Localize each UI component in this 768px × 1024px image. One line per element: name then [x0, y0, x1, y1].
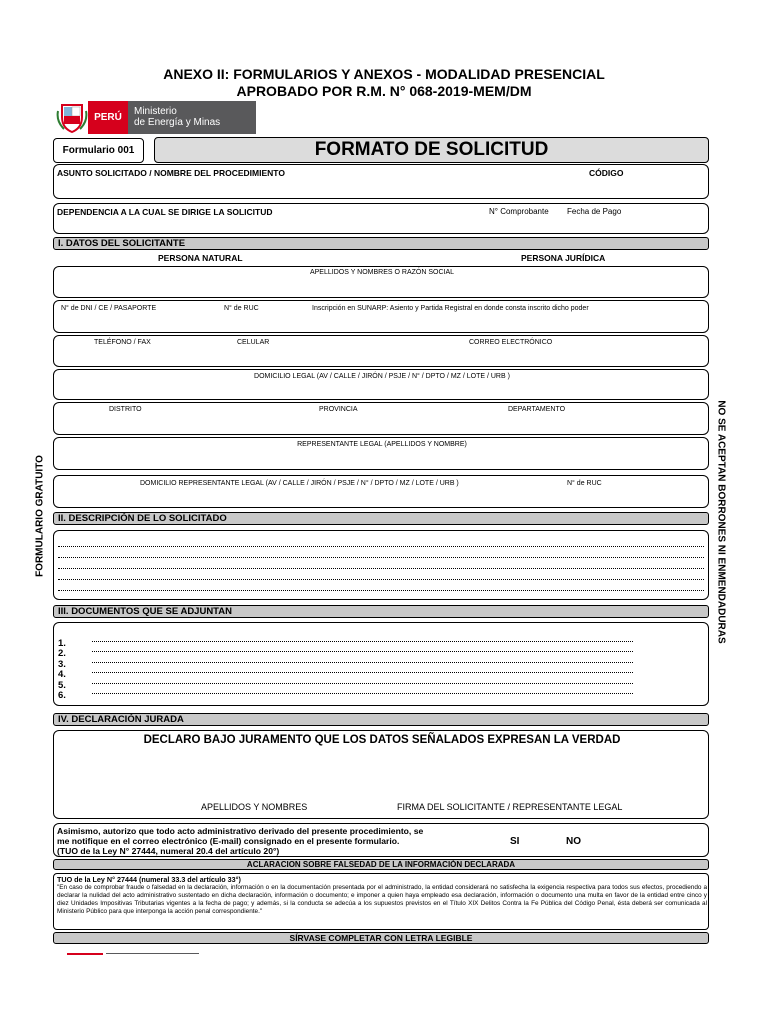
documento-field[interactable] — [53, 300, 709, 333]
no-option[interactable]: NO — [566, 836, 581, 847]
telefono-label: TELÉFONO / FAX — [94, 339, 151, 346]
declaracion-jurada-box[interactable] — [53, 730, 709, 819]
apellidos-nombres-label: APELLIDOS Y NOMBRES — [201, 802, 308, 812]
apellidos-label: APELLIDOS Y NOMBRES O RAZÓN SOCIAL — [309, 269, 455, 276]
domicilio-label: DOMICILIO LEGAL (AV / CALLE / JIRÓN / PSJE / N° / DPTO / MZ / LOTE / URB ) — [254, 373, 510, 380]
descripcion-line — [58, 579, 704, 580]
footer-accent-gray — [106, 953, 199, 954]
distrito-label: DISTRITO — [109, 406, 142, 413]
descripcion-field[interactable] — [53, 530, 709, 600]
section-3-title: III. DOCUMENTOS QUE SE ADJUNTAN — [53, 605, 709, 618]
autorizo-text — [57, 826, 423, 856]
footer-accent-red — [67, 953, 103, 955]
documento-item: 5. — [58, 675, 668, 685]
ruc-label: N° de RUC — [224, 305, 259, 312]
descripcion-line — [58, 590, 704, 591]
documentos-list — [58, 633, 668, 701]
descripcion-line — [58, 546, 704, 547]
documento-item: 2. — [58, 643, 668, 653]
documento-item: 6. — [58, 685, 668, 695]
domicilio-field[interactable] — [53, 369, 709, 400]
header-line-2: APROBADO POR R.M. N° 068-2019-MEM/DM — [236, 83, 532, 99]
domicilio-representante-field[interactable] — [53, 475, 709, 508]
ministry-line-2: de Energía y Minas — [134, 117, 221, 128]
autorizo-line-1: Asimismo, autorizo que todo acto administrativo derivado del presente procedimiento, se — [57, 826, 424, 836]
persona-type-row — [53, 252, 709, 264]
dependencia-label: DEPENDENCIA A LA CUAL SE DIRIGE LA SOLICITUD — [57, 207, 273, 217]
persona-juridica-label: PERSONA JURÍDICA — [521, 253, 606, 263]
contacto-field[interactable] — [53, 335, 709, 367]
comprobante-label: N° Comprobante — [489, 207, 549, 216]
domicilio-representante-label: DOMICILIO REPRESENTANTE LEGAL (AV / CALLE / JIRÓN / PSJE / N° / DPTO / MZ / LOTE / URB ) — [140, 480, 459, 487]
notificacion-box — [53, 823, 709, 857]
declaro-text: DECLARO BAJO JURAMENTO QUE LOS DATOS SEÑALADOS EXPRESAN LA VERDAD — [143, 734, 621, 746]
header-line-1: ANEXO II: FORMULARIOS Y ANEXOS - MODALIDAD PRESENCIAL — [163, 66, 605, 82]
form-code: Formulario 001 — [53, 138, 144, 163]
departamento-label: DEPARTAMENTO — [508, 406, 566, 413]
descripcion-line — [58, 568, 704, 569]
documento-item: 1. — [58, 633, 668, 643]
si-option[interactable]: SI — [510, 836, 520, 847]
section-4-title: IV. DECLARACIÓN JURADA — [53, 713, 709, 726]
celular-label: CELULAR — [237, 339, 270, 346]
section-2-title: II. DESCRIPCIÓN DE LO SOLICITADO — [53, 512, 709, 525]
ruc-representante-label: N° de RUC — [567, 480, 602, 487]
codigo-label: CÓDIGO — [589, 168, 624, 178]
autorizo-line-2: me notifique en el correo electrónico (E-mail) consignado en el presente formulario. — [57, 836, 400, 846]
aclaracion-text: "En caso de comprobar fraude o falsedad en la declaración, información o en la documentación presentada por el administrado, la entidad considerará no satisfecha la exigencia respectiva para todos sus efectos, procediendo a declarar la nulidad del acto administrativo sustentado en dicha declaración, información o documento; e imponer a quien haya empleado esa declaración, información o documento una multa en favor de la entidad entre cinco y diez Unidades Impositivas Tributarias vigentes a la fecha de pago; y además, si la conducta se adecúa a los supuestos previstos en el Título XIX Delitos Contra la Fe Pública del Código Penal, ésta deberá ser comunicada al Ministerio Público para que interponga la acción penal correspondiente." — [57, 884, 707, 915]
section-1-title: I. DATOS DEL SOLICITANTE — [53, 237, 709, 250]
tuo-label: TUO de la Ley N° 27444 (numeral 33.3 del artículo 33°) — [57, 875, 241, 884]
ministry-logo — [56, 101, 256, 134]
side-text-right: NO SE ACEPTAN BORRONES NI ENMENDADURAS — [715, 400, 727, 644]
dni-label: N° de DNI / CE / PASAPORTE — [61, 305, 157, 312]
persona-natural-label: PERSONA NATURAL — [158, 253, 243, 263]
aclaracion-bar: ACLARACION SOBRE FALSEDAD DE LA INFORMACIÓN DECLARADA — [53, 859, 709, 870]
correo-label: CORREO ELECTRÓNICO — [469, 339, 553, 346]
aclaracion-box — [53, 873, 709, 930]
firma-label: FIRMA DEL SOLICITANTE / REPRESENTANTE LEGAL — [397, 802, 623, 812]
provincia-label: PROVINCIA — [319, 406, 358, 413]
apellidos-field[interactable] — [53, 266, 709, 298]
asunto-label: ASUNTO SOLICITADO / NOMBRE DEL PROCEDIMIENTO — [57, 168, 285, 178]
descripcion-line — [58, 557, 704, 558]
dependencia-field[interactable] — [53, 203, 709, 234]
autorizo-line-3: (TUO de la Ley N° 27444, numeral 20.4 del artículo 20°) — [57, 846, 280, 856]
sunarp-label: Inscripción en SUNARP: Asiento y Partida Registral en donde consta inscrito dicho poder — [312, 305, 589, 312]
asunto-field[interactable] — [53, 164, 709, 199]
representante-label: REPRESENTANTE LEGAL (APELLIDOS Y NOMBRE) — [297, 441, 467, 448]
documento-item: 4. — [58, 664, 668, 674]
fecha-pago-label: Fecha de Pago — [567, 207, 622, 216]
footer-bar: SÍRVASE COMPLETAR CON LETRA LEGIBLE — [53, 932, 709, 944]
side-text-left: FORMULARIO GRATUITO — [34, 455, 46, 577]
ministry-line-1: Ministerio — [134, 106, 177, 117]
form-title: FORMATO DE SOLICITUD — [154, 137, 709, 163]
ubicacion-field[interactable] — [53, 402, 709, 435]
representante-field[interactable] — [53, 437, 709, 470]
coat-of-arms-icon — [56, 101, 88, 134]
documento-item: 3. — [58, 654, 668, 664]
documentos-field[interactable] — [53, 622, 709, 706]
ministry-name — [128, 101, 256, 134]
peru-label: PERÚ — [88, 101, 128, 134]
